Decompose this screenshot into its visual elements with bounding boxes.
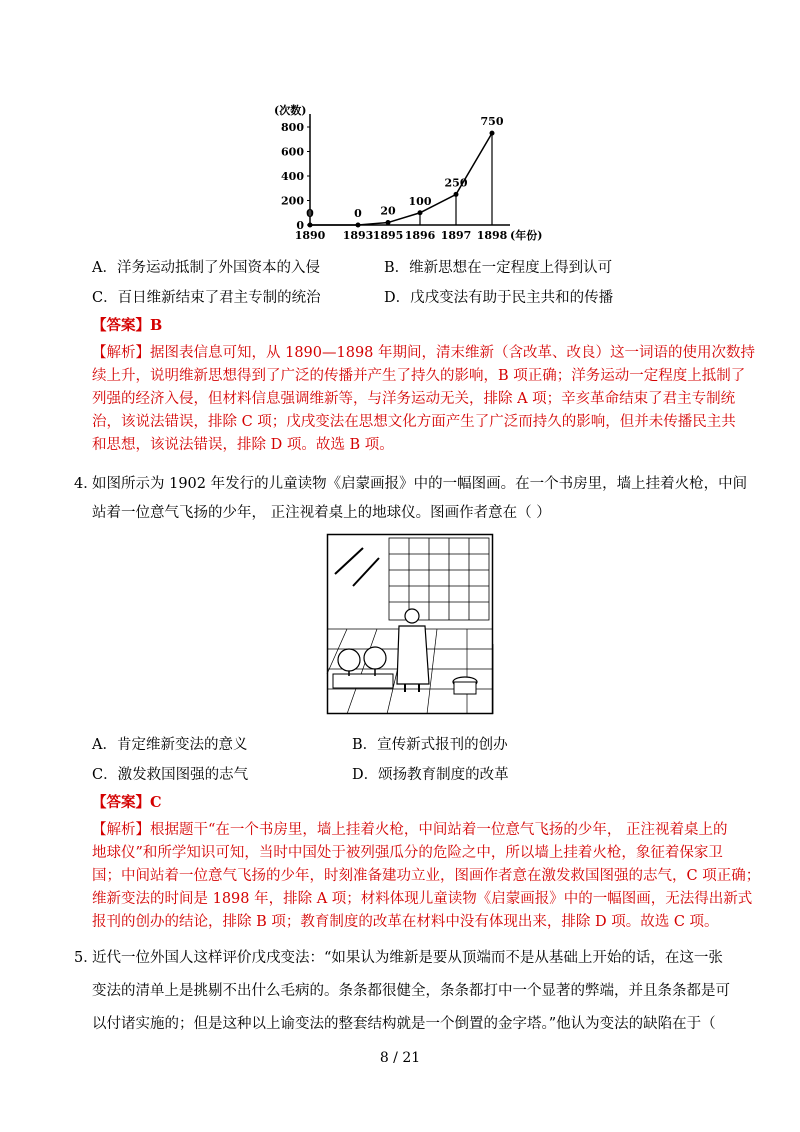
y-tick-label: 600 (281, 145, 304, 159)
x-tick-label: 1898 (476, 229, 508, 242)
q4-option-d: D．颂扬教育制度的改革 (352, 767, 509, 783)
x-axis-label: (年份) (510, 229, 543, 242)
q4-analysis-line-4: 维新变法的时间是 1898 年，排除 A 项；材料体现儿童读物《启蒙画报》中的一幅图画，无法得出新式 (92, 891, 753, 907)
y-tick-label: 400 (281, 170, 304, 183)
x-tick-label: 1893 (342, 229, 374, 242)
q3-option-a: A．洋务运动抵制了外国资本的入侵 (92, 260, 320, 276)
q5-stem-line-1: 近代一位外国人这样评价戊戌变法：“如果认为维新是要从顶端而不是从基础上开始的话，在这一张 (92, 950, 723, 966)
y-tick-label: 0 (296, 219, 304, 232)
y-tick-label: 800 (281, 121, 304, 134)
q4-stem-line-2: 站着一位意气飞扬的少年， 正注视着桌上的地球仪。图画作者意在（ ） (92, 505, 551, 521)
q3-option-c: C．百日维新结束了君主专制的统治 (92, 290, 321, 306)
q5-stem-line-2: 变法的清单上是挑剔不出什么毛病的。条条都很健全，条条都打中一个显著的弊端，并且条条都是可 (92, 983, 730, 999)
chart-axes (307, 114, 510, 225)
x-tick-label: 1890 (294, 229, 326, 242)
q3-option-d: D．戊戌变法有助于民主共和的传播 (384, 290, 614, 306)
data-point (308, 223, 313, 228)
q3-answer: 【答案】B (92, 317, 163, 334)
q3-analysis-line-5: 和思想，该说法错误，排除 D 项。故选 B 项。 (92, 437, 394, 453)
q4-stem-line-1: 如图所示为 1902 年发行的儿童读物《启蒙画报》中的一幅图画。在一个书房里，墙上挂着火枪，中间 (92, 476, 748, 492)
q4-analysis-line-2: 地球仪”和所学知识可知，当时中国处于被列强瓜分的危险之中，所以墙上挂着火枪，象征着保家卫 (92, 845, 723, 861)
x-tick-label: 1896 (404, 229, 436, 242)
x-tick-label: 1897 (440, 229, 472, 242)
q4-analysis-line-1: 【解析】根据题干“在一个书房里，墙上挂着火枪，中间站着一位意气飞扬的少年， 正注视着桌上的 (92, 822, 728, 838)
data-label: 250 (444, 176, 468, 190)
q4-option-c: C．激发救国图强的志气 (92, 767, 249, 783)
q3-analysis-line-3: 列强的经济入侵，但材料信息强调维新等，与洋务运动无关，排除 A 项；辛亥革命结束了君主专制统 (92, 391, 736, 407)
y-tick-label: 200 (281, 194, 304, 208)
data-label: 750 (480, 115, 504, 129)
chart-labels (274, 103, 542, 242)
data-label: 0 (306, 207, 314, 220)
study-room-illustration (327, 534, 493, 714)
q4-analysis-line-5: 报刊的创办的结论，排除 B 项；教育制度的改革在材料中没有体现出来，排除 D 项。故选 C 项。 (92, 914, 719, 930)
data-point (356, 223, 361, 228)
q5-number: 5． (74, 950, 98, 966)
y-axis-label: (次数) (274, 104, 307, 117)
x-tick-label: 1895 (372, 229, 404, 242)
q4-option-a: A．肯定维新变法的意义 (92, 737, 248, 753)
usage-count-line-chart (270, 100, 543, 250)
q3-analysis-line-2: 续上升，说明维新思想得到了广泛的传播并产生了持久的影响，B 项正确；洋务运动一定程度上抵制了 (92, 368, 746, 384)
data-point (454, 192, 459, 197)
q5-stem-line-3: 以付诸实施的；但是这种以上谕变法的整套结构就是一个倒置的金字塔。”他认为变法的缺陷在于（ (92, 1016, 716, 1032)
data-label: 100 (408, 194, 432, 208)
q3-option-b: B．维新思想在一定程度上得到认可 (384, 260, 613, 276)
data-label: 0 (354, 207, 362, 220)
page-number: 8 / 21 (379, 1050, 421, 1066)
q4-option-b: B．宣传新式报刊的创办 (352, 737, 508, 753)
data-point (490, 131, 495, 136)
q3-analysis-line-1: 【解析】据图表信息可知，从 1890—1898 年期间，清末维新（含改革、改良）这一词语的使用次数持 (92, 345, 756, 361)
data-point (386, 220, 391, 225)
q4-analysis-line-3: 国；中间站着一位意气飞扬的少年，时刻准备建功立业，图画作者意在激发救国图强的志气，C 项正确； (92, 868, 761, 884)
data-label: 20 (380, 204, 396, 218)
q3-analysis-line-4: 治，该说法错误，排除 C 项；戊戌变法在思想文化方面产生了广泛而持久的影响，但并未传播民主共 (92, 414, 736, 430)
chart-drop-lines (388, 133, 492, 225)
q4-answer: 【答案】C (92, 794, 162, 811)
data-point (418, 210, 423, 215)
q4-number: 4． (74, 476, 98, 492)
